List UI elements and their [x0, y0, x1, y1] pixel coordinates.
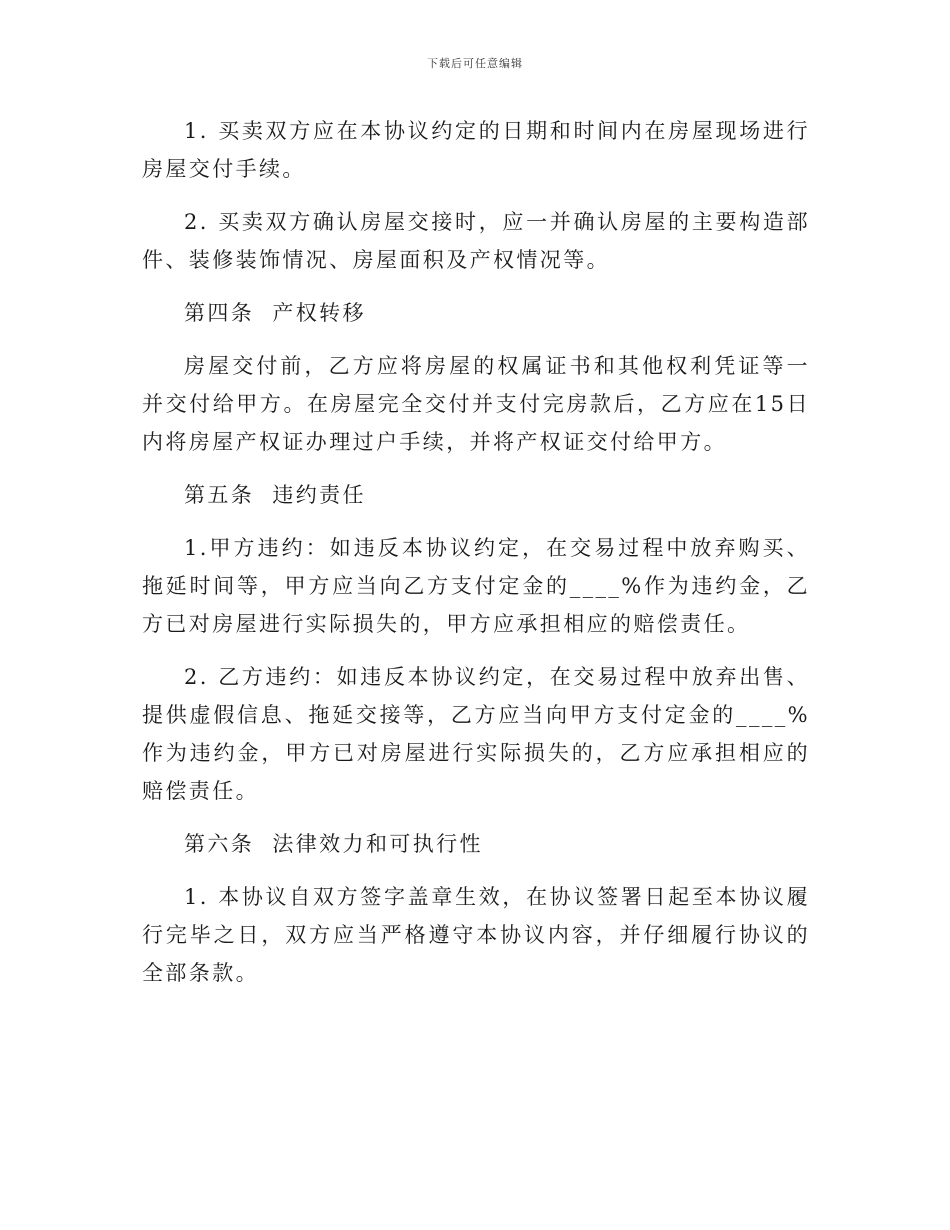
document-body — [142, 112, 810, 1007]
clause-paragraph: 1.甲方违约：如违反本协议约定，在交易过程中放弃购买、拖延时间等，甲方应当向乙方支付定金的____%作为违约金，乙方已对房屋进行实际损失的，甲方应承担相应的赔偿责任。 — [142, 536, 810, 636]
section-heading: 第六条 法律效力和可执行性 — [184, 832, 483, 856]
clause-paragraph: 1. 本协议自双方签字盖章生效，在协议签署日起至本协议履行完毕之日，双方应当严格遵守本协议内容，并仔细履行协议的全部条款。 — [142, 885, 810, 985]
clause-paragraph: 2. 买卖双方确认房屋交接时，应一并确认房屋的主要构造部件、装修装饰情况、房屋面积及产权情况等。 — [142, 210, 810, 272]
clause-paragraph: 1. 买卖双方应在本协议约定的日期和时间内在房屋现场进行房屋交付手续。 — [142, 119, 810, 181]
page-header: 下载后可任意编辑 — [427, 57, 523, 70]
section-heading: 第五条 违约责任 — [184, 483, 366, 507]
clause-paragraph: 房屋交付前，乙方应将房屋的权属证书和其他权利凭证等一并交付给甲方。在房屋完全交付并支付完房款后，乙方应在15日内将房屋产权证办理过户手续，并将产权证交付给甲方。 — [142, 354, 810, 454]
section-heading: 第四条 产权转移 — [184, 301, 366, 325]
clause-paragraph: 2. 乙方违约：如违反本协议约定，在交易过程中放弃出售、提供虚假信息、拖延交接等，乙方应当向甲方支付定金的____%作为违约金，甲方已对房屋进行实际损失的，乙方应承担相应的赔偿责任。 — [142, 665, 810, 803]
